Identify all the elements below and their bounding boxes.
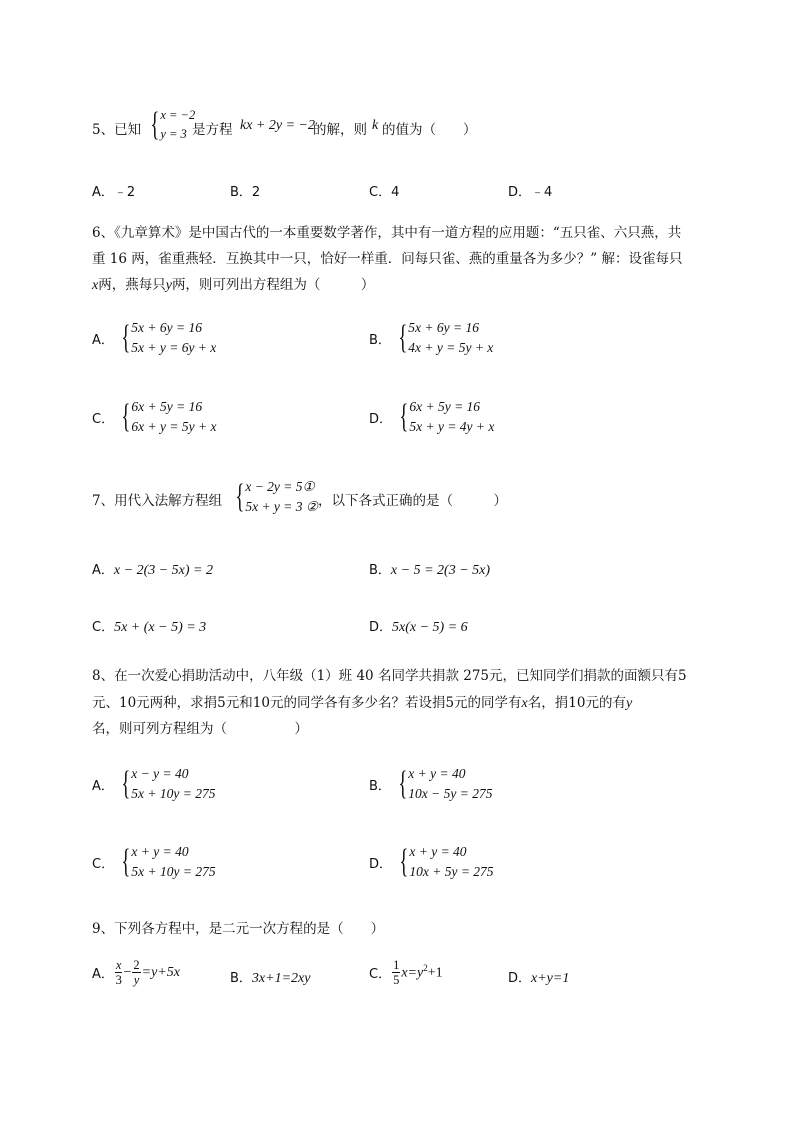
q5-suffix-2: 的值为（ ） [382, 122, 477, 138]
brace-icon: { [235, 478, 245, 515]
q5-k: k [372, 118, 379, 133]
q6-option-b: B． { 5x + 6y = 16 4x + y = 5y + x [369, 319, 494, 356]
q8-line-2: 元、10元两种，求捐5元和10元的同学各有多少名？若设捐5元的同学有x名，捐10元的有y [92, 695, 633, 711]
q5-mid: 是方程 [192, 122, 233, 138]
q9-option-a: A． $\frac{x}{3}$ − $\frac{2}{y}$ =y+5x [92, 958, 180, 987]
q6-option-c: C． { 6x + 5y = 16 6x + y = 5y + x [92, 398, 217, 435]
q8-option-c: C． { x + y = 40 5x + 10y = 275 [92, 843, 216, 880]
q7-prefix: 7、用代入法解方程组 [92, 493, 223, 509]
brace-icon: { [399, 843, 409, 880]
q6-option-d: D． { 6x + 5y = 16 5x + y = 4y + x [369, 398, 495, 435]
q7-system: { x − 2y = 5① 5x + y = 3 ② [235, 478, 319, 515]
q9-stem: 9、下列各方程中，是二元一次方程的是（ ） [92, 921, 385, 937]
q5-option-a: A．﹣2 [92, 185, 136, 200]
brace-icon: { [150, 106, 160, 143]
q5-system-line-2: y = 3 [160, 127, 187, 141]
q6-option-a: A． { 5x + 6y = 16 5x + y = 6y + x [92, 319, 217, 356]
q6-line-3: x两，燕每只y两，则可列出方程组为（ ） [92, 277, 375, 293]
brace-icon: { [121, 319, 131, 356]
brace-icon: { [121, 398, 131, 435]
q6-line-2: 重 16 两，雀重燕轻．互换其中一只，恰好一样重．问每只雀、燕的重量各为多少？” 解：设雀每只 [92, 251, 683, 267]
q5-system [143, 106, 195, 144]
q5-prefix: 5、已知 [92, 122, 142, 138]
brace-icon: { [398, 319, 408, 356]
q5-suffix-1: 的解，则 [313, 122, 367, 138]
q7-option-c: C．5x + (x − 5) = 3 [92, 620, 207, 635]
q9-option-b: B．3x+1=2xy [230, 971, 311, 986]
brace-icon: { [121, 765, 131, 802]
q9-option-d: D．x+y=1 [508, 971, 570, 986]
q9-option-c: C． $\frac{1}{5}$ $x=y^2+1$ [369, 958, 443, 987]
q7-option-b: B．x − 5 = 2(3 − 5x) [369, 563, 491, 578]
q7-suffix: ，以下各式正确的是（ ） [318, 493, 507, 509]
brace-icon: { [121, 843, 131, 880]
q7-option-a: A．x − 2(3 − 5x) = 2 [92, 563, 213, 578]
q5-system-line-1: x = −2 [160, 108, 196, 122]
q5-option-c: C．4 [369, 185, 400, 200]
brace-icon: { [399, 398, 409, 435]
q8-option-a: A． { x − y = 40 5x + 10y = 275 [92, 765, 216, 802]
q7-option-d: D．5x(x − 5) = 6 [369, 620, 468, 635]
q8-option-d: D． { x + y = 40 10x + 5y = 275 [369, 843, 494, 880]
q6-line-1: 6、《九章算术》是中国古代的一本重要数学著作，其中有一道方程的应用题：“五只雀、六只燕，共 [92, 225, 682, 241]
q8-option-b: B． { x + y = 40 10x − 5y = 275 [369, 765, 493, 802]
q5-option-b: B．2 [230, 185, 261, 200]
q8-line-1: 8、在一次爱心捐助活动中，八年级（1）班 40 名同学共捐款 275元，已知同学们捐款的面额只有5 [92, 668, 687, 684]
brace-icon: { [398, 765, 408, 802]
q5-equation: kx + 2y = −2 [240, 118, 315, 133]
q8-line-3: 名，则可列方程组为（ ） [92, 721, 308, 737]
q5-option-d: D．﹣4 [508, 185, 553, 200]
